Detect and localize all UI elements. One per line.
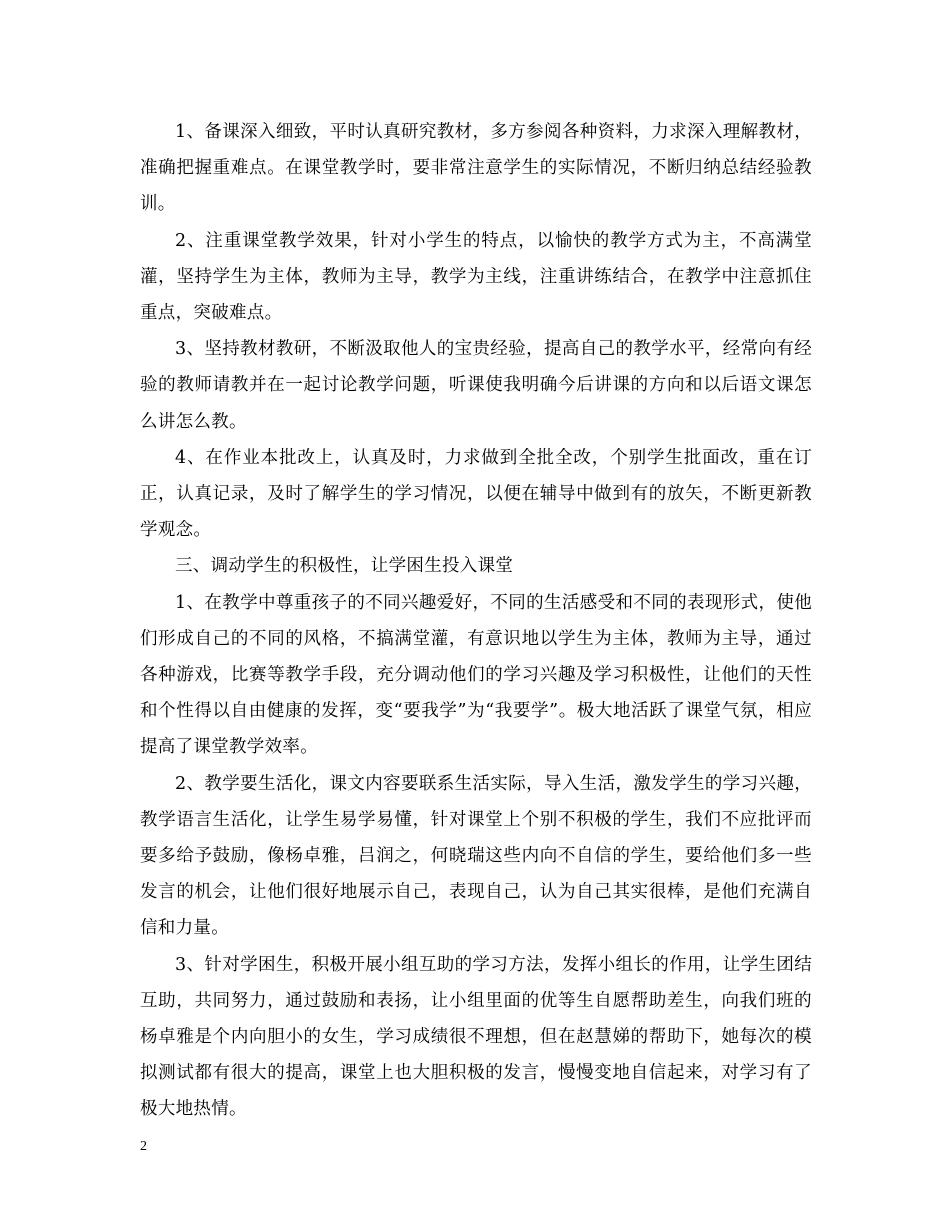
paragraph-homework-correction: 4、在作业本批改上，认真及时，力求做到全批全改，个别学生批面改，重在订正，认真记录，及时了解学生的学习情况，以便在辅导中做到有的放矢，不断更新教学观念。 — [140, 447, 812, 541]
paragraph-lesson-preparation: 1、备课深入细致，平时认真研究教材，多方参阅各种资料，力求深入理解教材，准确把握重难点。在课堂教学时，要非常注意学生的实际情况，不断归纳总结经验教训。 — [140, 122, 812, 215]
paragraph-teaching-research: 3、坚持教材教研，不断汲取他人的宝贵经验，提高自己的教学水平，经常向有经验的教师请教并在一起讨论教学问题，听课使我明确今后讲课的方向和以后语文课怎么讲怎么教。 — [140, 339, 812, 432]
paragraph-classroom-effect: 2、注重课堂教学效果，针对小学生的特点，以愉快的教学方式为主，不高满堂灌，坚持学生为主体，教师为主导，教学为主线，注重讲练结合，在教学中注意抓住重点，突破难点。 — [140, 230, 812, 324]
paragraph-respect-interests: 1、在教学中尊重孩子的不同兴趣爱好，不同的生活感受和不同的表现形式，使他们形成自己的不同的风格，不搞满堂灌，有意识地以学生为主体，教师为主导，通过各种游戏，比赛等教学手段，充分调动他们的学习兴趣及学习积极性，让他们的天性和个性得以自由健康的发挥，变“要我学”为“我要学”。极大地活跃了课堂气氛，相应提高了课堂教学效率。 — [140, 592, 812, 758]
document-body — [140, 114, 812, 1128]
page-number: 2 — [140, 1139, 147, 1154]
section-heading-student-motivation: 三、调动学生的积极性，让学困生投入课堂 — [175, 556, 514, 577]
paragraph-group-mutual-help: 3、针对学困生，积极开展小组互助的学习方法，发挥小组长的作用，让学生团结互助，共同努力，通过鼓励和表扬，让小组里面的优等生自愿帮助差生，向我们班的杨卓雅是个内向胆小的女生，学习成绩很不理想，但在赵慧娣的帮助下，她每次的模拟测试都有很大的提高，课堂上也大胆积极的发言，慢慢变地自信起来，对学习有了极大地热情。 — [140, 954, 812, 1120]
paragraph-life-oriented-teaching: 2、教学要生活化，课文内容要联系生活实际，导入生活，激发学生的学习兴趣，教学语言生活化，让学生易学易懂，针对课堂上个别不积极的学生，我们不应批评而要多给予鼓励，像杨卓雅，吕润之，何晓瑞这些内向不自信的学生，要给他们多一些发言的机会，让他们很好地展示自己，表现自己，认为自己其实很棒，是他们充满自信和力量。 — [140, 773, 812, 939]
